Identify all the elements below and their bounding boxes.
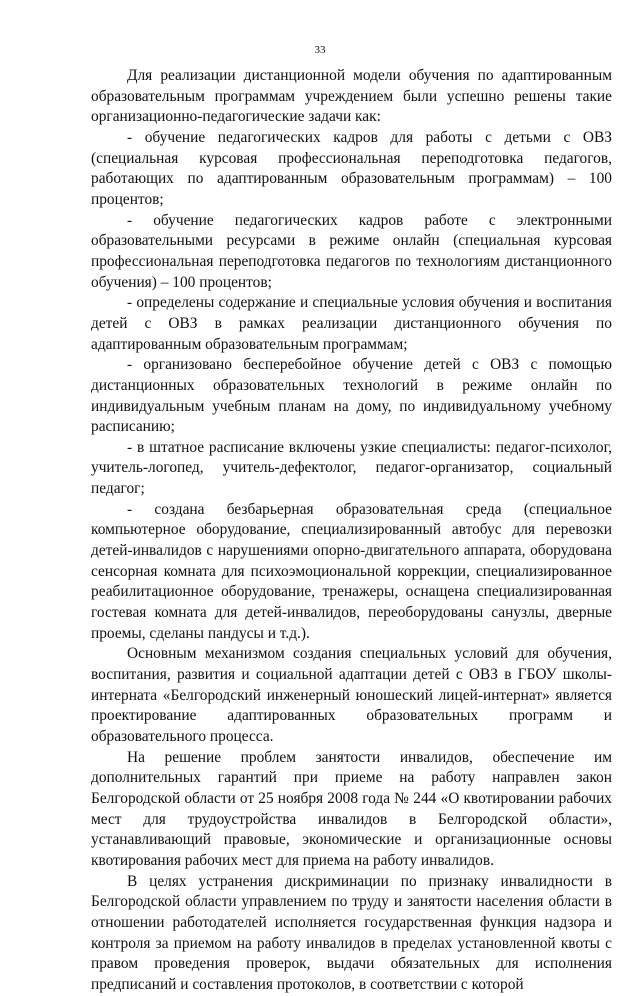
- paragraph-main-mechanism: Основным механизмом создания специальных условий для обучения, воспитания, развития и социальной адаптации детей с ОВЗ в ГБОУ школы-интерната «Белгородский инженерный юношеский лицей-интернат» является проектирование адаптированных образовательных программ и образовательного процесса.: [91, 645, 612, 745]
- list-item-barrier-free-environment: - создана безбарьерная образовательная среда (специальное компьютерное оборудование, специализированный автобус для перевозки детей-инвалидов с нарушениями опорно-двигательного аппарата, оборудована сенсорная комната для психоэмоциональной коррекции, специализированное реабилитационное оборудование, тренажеры, оснащена специализированная гостевая комната для детей-инвалидов, переоборудованы санузлы, дверные проемы, сделаны пандусы и т.д.).: [91, 500, 612, 642]
- list-item-uninterrupted-learning: - организовано бесперебойное обучение детей с ОВЗ с помощью дистанционных образовательных технологий в режиме онлайн по индивидуальным учебным планам на дому, по индивидуальному учебному расписанию;: [91, 356, 612, 436]
- page-number: 33: [314, 44, 326, 56]
- paragraph-intro: Для реализации дистанционной модели обучения по адаптированным образовательным программам учреждением были успешно решены такие организационно-педагогические задачи как:: [91, 67, 612, 126]
- paragraph-discrimination: В целях устранения дискриминации по признаку инвалидности в Белгородской области управлением по труду и занятости населения области в отношении работодателей исполняется государственная функция надзора и контроля за приемом на работу инвалидов в пределах установленной квоты с правом проведения проверок, выдачи обязательных для исполнения предписаний и составления протоколов, в соответствии с которой: [91, 872, 612, 993]
- list-item-content-conditions: - определены содержание и специальные условия обучения и воспитания детей с ОВЗ в рамках реализации дистанционного обучения по адаптированным образовательным программам;: [91, 294, 612, 353]
- paragraph-employment-law: На решение проблем занятости инвалидов, обеспечение им дополнительных гарантий при приеме на работу направлен закон Белгородской области от 25 ноября 2008 года № 244 «О квотировании рабочих мест для трудоустройства инвалидов в Белгородской области», устанавливающий правовые, экономические и организационные основы квотирования рабочих мест для приема на работу инвалидов.: [91, 748, 612, 869]
- document-body: [91, 66, 612, 996]
- list-item-teacher-training-online: - обучение педагогических кадров работе с электронными образовательными ресурсами в режиме онлайн (специальная курсовая профессиональная переподготовка педагогов по технологиям дистанционного обучения) – 100 процентов;: [91, 211, 612, 291]
- list-item-specialists: - в штатное расписание включены узкие специалисты: педагог-психолог, учитель-логопед, учитель-дефектолог, педагог-организатор, социальный педагог;: [91, 438, 612, 498]
- list-item-teacher-training-ovz: - обучение педагогических кадров для работы с детьми с ОВЗ (специальная курсовая профессиональная переподготовка педагогов, работающих по адаптированным образовательным программам) – 100 процентов;: [91, 128, 612, 208]
